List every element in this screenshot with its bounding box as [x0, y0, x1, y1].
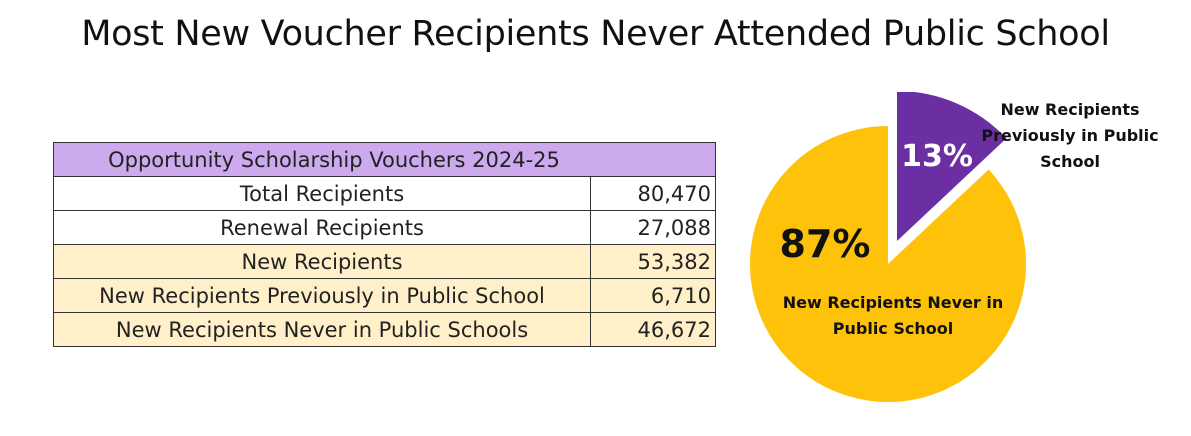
row-value: 6,710 [591, 279, 716, 313]
pie-chart [740, 92, 1180, 412]
table-row [54, 279, 716, 313]
row-label: Renewal Recipients [54, 211, 591, 245]
vouchers-table [53, 142, 716, 347]
slice-percent-label: 87% [779, 222, 871, 266]
table-header: Opportunity Scholarship Vouchers 2024-25 [54, 143, 716, 177]
row-label: New Recipients Previously in Public School [54, 279, 591, 313]
table-row [54, 245, 716, 279]
page-title: Most New Voucher Recipients Never Attended Public School [81, 14, 1110, 54]
slice-label-line: School [1040, 152, 1100, 171]
table-row [54, 177, 716, 211]
row-value: 27,088 [591, 211, 716, 245]
row-label: New Recipients [54, 245, 591, 279]
row-label: New Recipients Never in Public Schools [54, 313, 591, 347]
slice-label-line: Previously in Public [981, 126, 1159, 145]
table-row [54, 313, 716, 347]
slice-label-line: New Recipients [1000, 100, 1140, 119]
slice-percent-label: 13% [901, 139, 973, 174]
row-value: 80,470 [591, 177, 716, 211]
slice-label-line: Public School [832, 319, 954, 338]
slice-label-line: New Recipients Never in [782, 293, 1004, 312]
table-header-row [54, 143, 716, 177]
row-value: 46,672 [591, 313, 716, 347]
row-label: Total Recipients [54, 177, 591, 211]
table-row [54, 211, 716, 245]
row-value: 53,382 [591, 245, 716, 279]
